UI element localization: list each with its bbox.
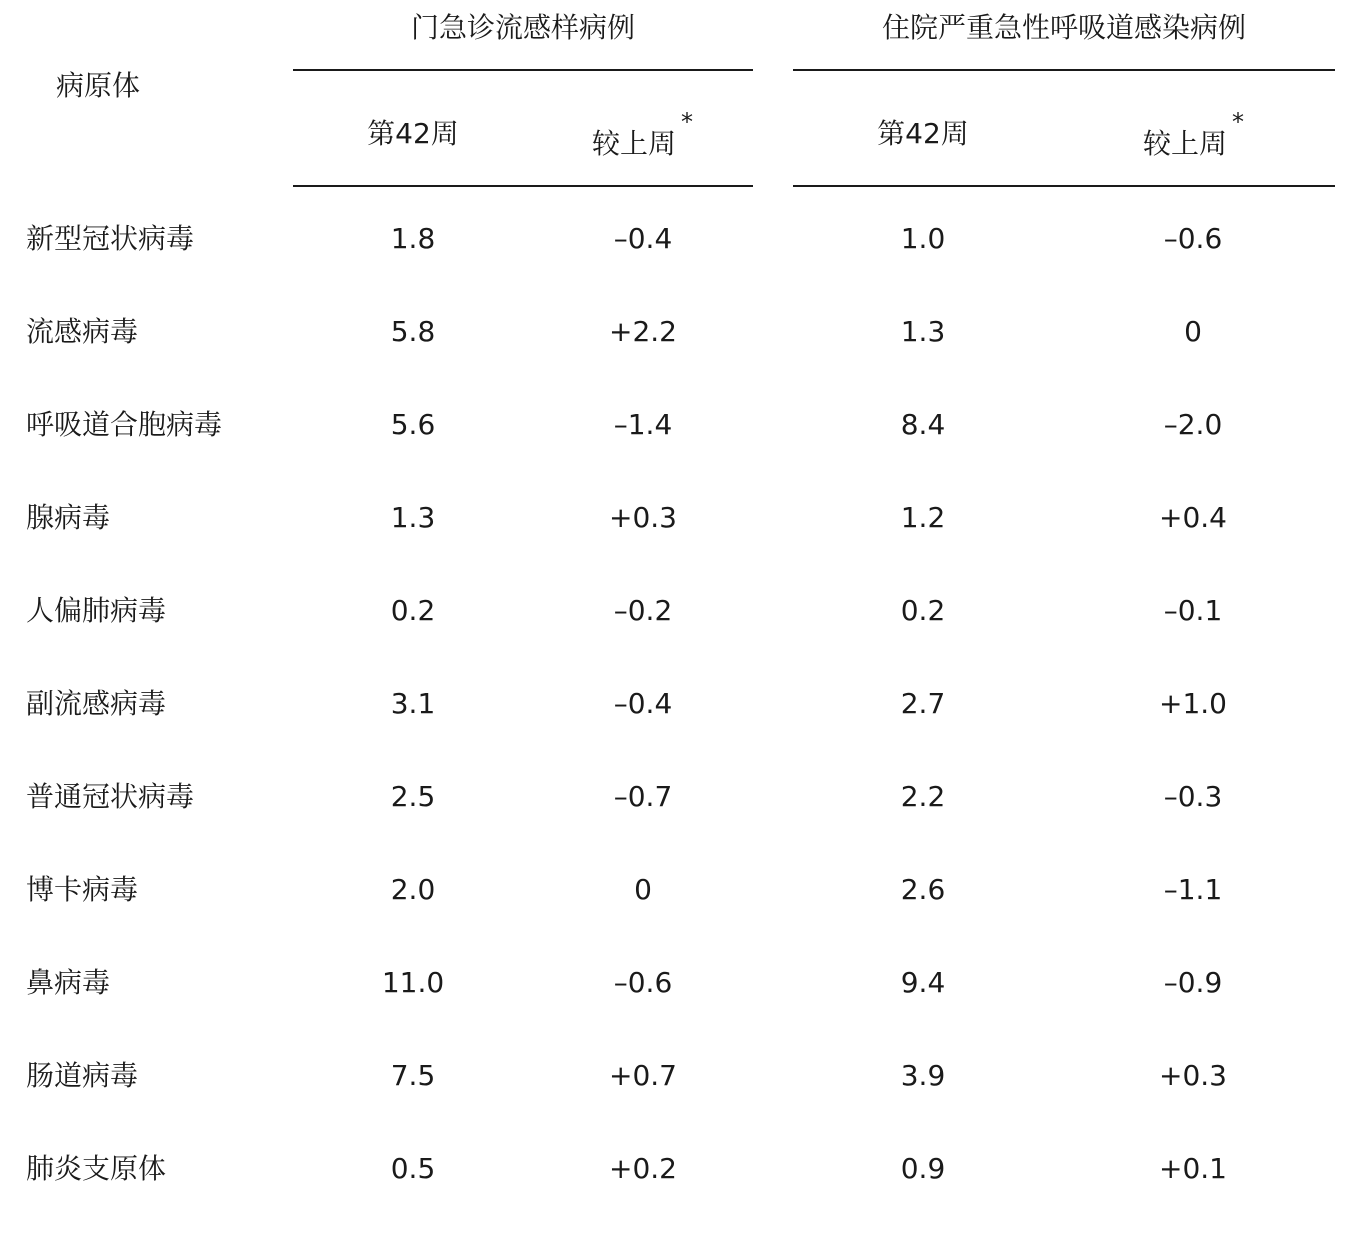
outpatient-ili-group-title: 门急诊流感样病例 [410, 11, 636, 44]
ili-week-value: 0.2 [390, 594, 436, 627]
sari-week-value: 9.4 [900, 966, 946, 999]
pathogen-name: 鼻病毒 [26, 966, 111, 999]
table-row [0, 591, 1352, 684]
ili-week-column-header: 第42周 [367, 117, 459, 150]
sari-change-value: +0.1 [1159, 1152, 1227, 1185]
footnote-asterisk: * [1232, 108, 1245, 136]
pathogen-name: 人偏肺病毒 [26, 594, 167, 627]
sari-week-value: 2.7 [900, 687, 946, 720]
sari-change-value: +0.3 [1159, 1059, 1227, 1092]
sari-group-top-rule [793, 69, 1335, 71]
ili-change-value: –0.7 [613, 780, 673, 813]
sari-week-value: 1.2 [900, 501, 946, 534]
table-row [0, 405, 1352, 498]
ili-change-value: –1.4 [613, 408, 673, 441]
ili-week-value: 7.5 [390, 1059, 436, 1092]
sari-change-column-header: 较上周 * [1142, 108, 1245, 160]
table-row [0, 1149, 1352, 1242]
ili-change-value: –0.2 [613, 594, 673, 627]
pathogen-name: 腺病毒 [26, 501, 111, 534]
ili-change-value: –0.4 [613, 222, 673, 255]
ili-change-value: +0.7 [609, 1059, 677, 1092]
sari-week-value: 3.9 [900, 1059, 946, 1092]
pathogen-name: 肠道病毒 [26, 1059, 139, 1092]
sari-change-value: –0.9 [1163, 966, 1223, 999]
ili-change-value: +0.2 [609, 1152, 677, 1185]
table-row [0, 777, 1352, 870]
sari-week-column-header: 第42周 [877, 117, 969, 150]
sari-change-value: –1.1 [1163, 873, 1223, 906]
ili-change-value: +2.2 [609, 315, 677, 348]
ili-change-value: –0.6 [613, 966, 673, 999]
sari-change-value: –2.0 [1163, 408, 1223, 441]
table-row [0, 963, 1352, 1056]
ili-week-value: 0.5 [390, 1152, 436, 1185]
ili-week-value: 2.5 [390, 780, 436, 813]
sari-week-value: 8.4 [900, 408, 946, 441]
ili-group-top-rule [293, 69, 753, 71]
pathogen-name: 呼吸道合胞病毒 [26, 408, 223, 441]
table-row [0, 498, 1352, 591]
pathogen-name: 博卡病毒 [26, 873, 139, 906]
ili-week-value: 1.3 [390, 501, 436, 534]
ili-week-value: 2.0 [390, 873, 436, 906]
sari-change-value: +1.0 [1159, 687, 1227, 720]
sari-week-value: 2.2 [900, 780, 946, 813]
ili-week-value: 11.0 [381, 966, 445, 999]
sari-change-value: –0.1 [1163, 594, 1223, 627]
inpatient-sari-group-title: 住院严重急性呼吸道感染病例 [881, 11, 1247, 44]
ili-week-value: 5.6 [390, 408, 436, 441]
ili-week-value: 3.1 [390, 687, 436, 720]
table-row [0, 684, 1352, 777]
sari-change-value: 0 [1184, 315, 1202, 348]
table-row [0, 219, 1352, 312]
sari-change-value: –0.6 [1163, 222, 1223, 255]
ili-week-value: 1.8 [390, 222, 436, 255]
ili-group-bottom-rule [293, 185, 753, 187]
pathogen-name: 肺炎支原体 [26, 1152, 167, 1185]
ili-change-value: 0 [634, 873, 652, 906]
sari-change-value: –0.3 [1163, 780, 1223, 813]
sari-change-value: +0.4 [1159, 501, 1227, 534]
ili-change-value: +0.3 [609, 501, 677, 534]
ili-change-column-header: 较上周 * [591, 108, 694, 160]
sari-week-value: 2.6 [900, 873, 946, 906]
sari-week-value: 0.9 [900, 1152, 946, 1185]
ili-week-value: 5.8 [390, 315, 436, 348]
pathogen-name: 副流感病毒 [26, 687, 167, 720]
footnote-asterisk: * [681, 108, 694, 136]
sari-week-value: 1.0 [900, 222, 946, 255]
table-row [0, 1056, 1352, 1149]
ili-change-value: –0.4 [613, 687, 673, 720]
pathogen-name: 新型冠状病毒 [26, 222, 195, 255]
pathogen-column-header: 病原体 [56, 69, 141, 102]
table-row [0, 312, 1352, 405]
table-row [0, 870, 1352, 963]
sari-week-value: 1.3 [900, 315, 946, 348]
sari-group-bottom-rule [793, 185, 1335, 187]
sari-week-value: 0.2 [900, 594, 946, 627]
pathogen-name: 流感病毒 [26, 315, 139, 348]
pathogen-name: 普通冠状病毒 [26, 780, 195, 813]
